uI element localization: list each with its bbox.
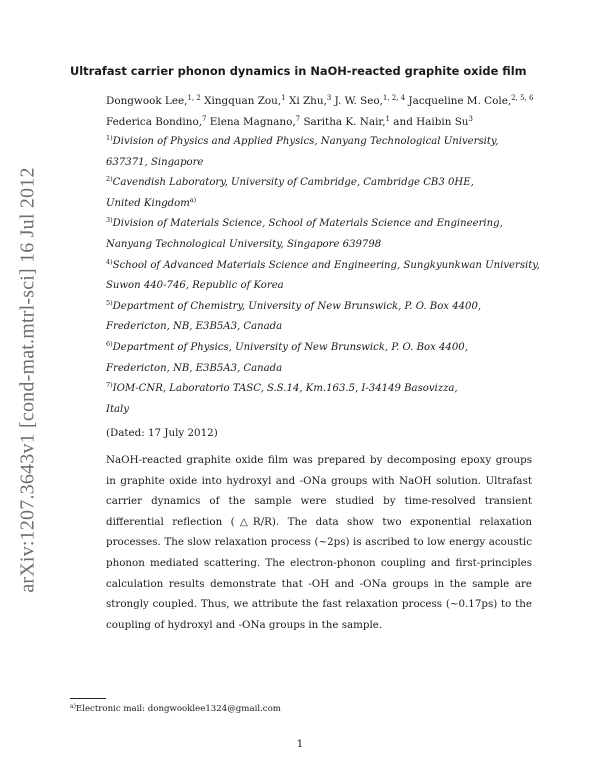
footnote-text: Electronic mail: dongwooklee1324@gmail.com bbox=[75, 704, 281, 714]
arxiv-sidebar bbox=[6, 150, 50, 610]
date-line: (Dated: 17 July 2012) bbox=[106, 427, 218, 439]
arxiv-identifier: arXiv:1207.3643v1 [cond-mat.mtrl-sci] 16 Jul 2012 bbox=[16, 167, 39, 593]
author: Saritha K. Nair,$^1$ bbox=[300, 115, 390, 128]
affiliation: $^{1)}$Division of Physics and Applied Physics, Nanyang Technological University, 637371, Singapore bbox=[106, 134, 499, 168]
author: Xi Zhu,$^3$ bbox=[285, 94, 332, 107]
affiliation: $^{3)}$Division of Materials Science, School of Materials Science and Engineering, Nanyang Technological University, Singapore 639798 bbox=[106, 216, 503, 250]
author: J. W. Seo,$^{1, 2, 4}$ bbox=[331, 94, 406, 107]
author-list bbox=[106, 91, 546, 133]
footnote bbox=[70, 704, 281, 714]
author-line bbox=[106, 112, 546, 133]
footnote-mark: a) bbox=[70, 703, 76, 710]
author: Jacqueline M. Cole,$^{2, 5, 6}$ bbox=[405, 94, 534, 107]
author: Xingquan Zou,$^1$ bbox=[200, 94, 286, 107]
paper-title: Ultrafast carrier phonon dynamics in NaOH-reacted graphite oxide film bbox=[70, 64, 527, 78]
author-line bbox=[106, 91, 546, 112]
author: Dongwook Lee,$^{1, 2}$ bbox=[106, 94, 201, 107]
affiliation: $^{6)}$Department of Physics, University of New Brunswick, P. O. Box 4400, Fredericton, NB, E3B5A3, Canada bbox=[106, 339, 468, 374]
page-number: 1 bbox=[296, 738, 304, 750]
author: Federica Bondino,$^7$ bbox=[106, 115, 207, 128]
footnote-divider bbox=[70, 698, 106, 699]
author: Elena Magnano,$^7$ bbox=[206, 115, 301, 128]
affiliation-list bbox=[106, 132, 546, 420]
affiliation: $^{5)}$Department of Chemistry, University of New Brunswick, P. O. Box 4400, Fredericton, NB, E3B5A3, Canada bbox=[106, 298, 482, 333]
affiliation: $^{2)}$Cavendish Laboratory, University of Cambridge, Cambridge CB3 0HE, United Kingdom$^{a)}$ bbox=[106, 175, 474, 209]
author: and Haibin Su$^3$ bbox=[390, 115, 473, 128]
affiliation: $^{4)}$School of Advanced Materials Science and Engineering, Sungkyunkwan University, Suwon 440-746, Republic of Korea bbox=[106, 257, 540, 292]
abstract: NaOH-reacted graphite oxide film was prepared by decomposing epoxy groups in graphite oxide into hydroxyl and -ONa groups with NaOH solution. Ultrafast carrier dynamics of the sample were studied by time-resolved transient differential reflection (△R/R). The data show two exponential relaxation processes. The slow relaxation process (∼2ps) is ascribed to low energy acoustic phonon mediated scattering. The electron-phonon coupling and first-principles calculation results demonstrate that -OH and -ONa groups in the sample are strongly coupled. Thus, we attribute the fast relaxation process (∼0.17ps) to the coupling of hydroxyl and -ONa groups in the sample. bbox=[106, 454, 532, 631]
affiliation: $^{7)}$IOM-CNR, Laboratorio TASC, S.S.14, Km.163.5, I-34149 Basovizza, Italy bbox=[106, 381, 458, 415]
